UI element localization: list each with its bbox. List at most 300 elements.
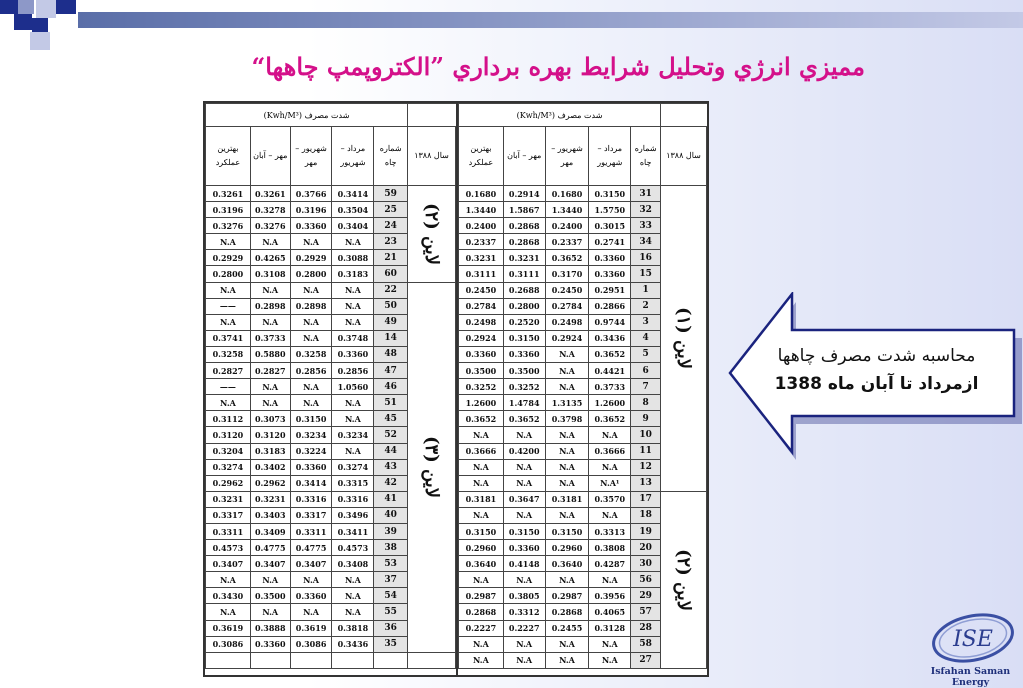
value-cell: 0.3258 (290, 346, 332, 362)
value-cell: 1.0560 (332, 379, 374, 395)
value-cell: 0.2450 (545, 282, 589, 298)
value-cell: N.A (545, 363, 589, 379)
value-cell: 0.2960 (459, 540, 504, 556)
value-cell: 0.3360 (290, 218, 332, 234)
value-cell: 0.3108 (250, 266, 290, 282)
group-header: شدت مصرف (Kwh/M³) (459, 104, 661, 127)
value-cell: 0.3403 (250, 507, 290, 523)
line-label: لاين (۱) (661, 186, 707, 492)
col-header-oct-nov: مهر – آبان (503, 127, 545, 186)
value-cell: N.A (459, 652, 504, 668)
well-header: شماره چاه (374, 127, 408, 186)
well-number-cell: 4 (631, 330, 661, 346)
value-cell: 0.3120 (250, 427, 290, 443)
well-number-cell: 14 (374, 330, 408, 346)
decor-square (14, 14, 32, 30)
value-cell: 0.3741 (206, 330, 251, 346)
year-header: سال ۱۳۸۸ (408, 127, 456, 186)
value-cell: 0.3500 (250, 588, 290, 604)
value-cell: 0.3652 (459, 411, 504, 427)
col-header-aug-sep: مرداد – شهريور (589, 127, 631, 186)
value-cell: 0.3231 (503, 250, 545, 266)
value-cell: 0.3317 (206, 507, 251, 523)
value-cell: 1.3135 (545, 395, 589, 411)
value-cell: 0.3261 (206, 186, 251, 202)
value-cell: N.A (545, 652, 589, 668)
value-cell: 0.3316 (332, 491, 374, 507)
empty-cell (290, 652, 332, 668)
value-cell: —— (206, 298, 251, 314)
value-cell: N.A (459, 507, 504, 523)
value-cell: 0.3170 (545, 266, 589, 282)
value-cell: 0.3311 (290, 523, 332, 539)
value-cell: 0.3015 (589, 218, 631, 234)
well-number-cell: 24 (374, 218, 408, 234)
value-cell: 0.2856 (332, 363, 374, 379)
value-cell: N.A (250, 282, 290, 298)
value-cell: N.A (206, 314, 251, 330)
value-cell: 0.3652 (589, 346, 631, 362)
well-number-cell: 15 (631, 266, 661, 282)
value-cell: 0.3231 (206, 491, 251, 507)
well-number-cell: 59 (374, 186, 408, 202)
value-cell: 0.2987 (459, 588, 504, 604)
value-cell: 0.2951 (589, 282, 631, 298)
value-cell: 0.3748 (332, 330, 374, 346)
decor-square (18, 0, 34, 14)
value-cell: 0.3409 (250, 523, 290, 539)
value-cell: 0.4421 (589, 363, 631, 379)
value-cell: 0.2827 (206, 363, 251, 379)
well-number-cell: 7 (631, 379, 661, 395)
value-cell: N.A (332, 411, 374, 427)
well-number-cell: 49 (374, 314, 408, 330)
value-cell: N.A (290, 379, 332, 395)
value-cell: 0.3276 (250, 218, 290, 234)
value-cell: N.A (332, 588, 374, 604)
well-number-cell: 42 (374, 475, 408, 491)
value-cell: 0.3360 (290, 588, 332, 604)
well-number-cell: 12 (631, 459, 661, 475)
value-cell: N.A (290, 234, 332, 250)
value-cell: 0.2337 (545, 234, 589, 250)
value-cell: 0.3258 (206, 346, 251, 362)
well-number-cell: 20 (631, 540, 661, 556)
value-cell: 0.2784 (545, 298, 589, 314)
col-header-sep-oct: شهريور – مهر (290, 127, 332, 186)
well-number-cell: 53 (374, 556, 408, 572)
value-cell: 0.4775 (290, 540, 332, 556)
value-cell: 0.3436 (589, 330, 631, 346)
right-data-table (458, 103, 707, 669)
well-number-cell: 23 (374, 234, 408, 250)
value-cell: 0.3666 (459, 443, 504, 459)
value-cell: N.A (206, 234, 251, 250)
well-number-cell: 37 (374, 572, 408, 588)
value-cell: 0.3766 (290, 186, 332, 202)
value-cell: 0.3360 (503, 540, 545, 556)
empty-cell (408, 652, 456, 668)
value-cell: 0.2520 (503, 314, 545, 330)
value-cell: 0.4573 (206, 540, 251, 556)
value-cell: 0.3640 (459, 556, 504, 572)
value-cell: N.A (545, 475, 589, 491)
value-cell: 0.2455 (545, 620, 589, 636)
value-cell: N.A (332, 282, 374, 298)
value-cell: 0.1680 (459, 186, 504, 202)
value-cell: 0.3652 (545, 250, 589, 266)
value-cell: 0.2987 (545, 588, 589, 604)
value-cell: N.A (503, 507, 545, 523)
value-cell: 0.2924 (459, 330, 504, 346)
callout-line-1: محاسبه شدت مصرف چاهها (777, 346, 976, 366)
value-cell: 0.3150 (459, 523, 504, 539)
value-cell: 0.3436 (332, 636, 374, 652)
value-cell: N.A (206, 604, 251, 620)
value-cell: 0.3261 (250, 186, 290, 202)
value-cell: 0.2914 (503, 186, 545, 202)
value-cell: N.A (459, 636, 504, 652)
value-cell: 0.3407 (250, 556, 290, 572)
value-cell: 0.2868 (503, 218, 545, 234)
value-cell: 0.4775 (250, 540, 290, 556)
value-cell: 1.4784 (503, 395, 545, 411)
value-cell: N.A (290, 330, 332, 346)
well-number-cell: 58 (631, 636, 661, 652)
value-cell: N.A (332, 572, 374, 588)
value-cell: 0.3402 (250, 459, 290, 475)
value-cell: 0.3805 (503, 588, 545, 604)
well-number-cell: 17 (631, 491, 661, 507)
value-cell: 0.3274 (332, 459, 374, 475)
value-cell: 0.3231 (250, 491, 290, 507)
value-cell: 0.3652 (503, 411, 545, 427)
value-cell: 0.4265 (250, 250, 290, 266)
value-cell: 0.3798 (545, 411, 589, 427)
value-cell: N.A (589, 507, 631, 523)
value-cell: N.A (545, 636, 589, 652)
value-cell: 0.3278 (250, 202, 290, 218)
value-cell: 0.3411 (332, 523, 374, 539)
well-number-cell: 51 (374, 395, 408, 411)
well-number-cell: 16 (631, 250, 661, 266)
col-header-oct-nov: مهر – آبان (250, 127, 290, 186)
value-cell: N.A (332, 395, 374, 411)
well-number-cell: 50 (374, 298, 408, 314)
value-cell: 0.3818 (332, 620, 374, 636)
right-table-wrap (456, 101, 709, 677)
value-cell: N.A (290, 314, 332, 330)
well-number-cell: 56 (631, 572, 661, 588)
value-cell: 0.3111 (503, 266, 545, 282)
well-number-cell: 19 (631, 523, 661, 539)
value-cell: 0.3181 (459, 491, 504, 507)
value-cell: 0.4200 (503, 443, 545, 459)
value-cell: 0.2929 (206, 250, 251, 266)
value-cell: N.A (503, 475, 545, 491)
value-cell: 0.2960 (545, 540, 589, 556)
well-number-cell: 2 (631, 298, 661, 314)
value-cell: 0.2227 (459, 620, 504, 636)
value-cell: N.A (332, 314, 374, 330)
well-number-cell: 31 (631, 186, 661, 202)
line-label: لاين (۲) (408, 186, 456, 283)
callout-text (738, 342, 1015, 398)
well-number-cell: 3 (631, 314, 661, 330)
well-number-cell: 13 (631, 475, 661, 491)
empty-cell (206, 652, 251, 668)
value-cell: 0.3181 (545, 491, 589, 507)
well-number-cell: 38 (374, 540, 408, 556)
decor-square (0, 0, 18, 14)
value-cell: 0.3414 (290, 475, 332, 491)
value-cell: 0.2450 (459, 282, 504, 298)
value-cell: 0.3150 (503, 523, 545, 539)
table-row (206, 652, 456, 668)
value-cell: 0.3619 (290, 620, 332, 636)
value-cell: 0.3252 (459, 379, 504, 395)
value-cell: 0.2866 (589, 298, 631, 314)
well-number-cell: 44 (374, 443, 408, 459)
value-cell: 0.3313 (589, 523, 631, 539)
value-cell: 0.3407 (206, 556, 251, 572)
value-cell: N.A (290, 395, 332, 411)
value-cell: —— (206, 379, 251, 395)
well-number-cell: 21 (374, 250, 408, 266)
value-cell: 0.3274 (206, 459, 251, 475)
value-cell: 0.2868 (503, 234, 545, 250)
value-cell: N.A (250, 379, 290, 395)
well-header: شماره چاه (631, 127, 661, 186)
well-number-cell: 55 (374, 604, 408, 620)
value-cell: 0.3196 (206, 202, 251, 218)
value-cell: N.A (459, 475, 504, 491)
well-number-cell: 11 (631, 443, 661, 459)
left-data-table (205, 103, 456, 669)
table-row (459, 491, 707, 507)
well-number-cell: 10 (631, 427, 661, 443)
value-cell: 0.2400 (459, 218, 504, 234)
value-cell: 0.3360 (589, 266, 631, 282)
well-number-cell: 8 (631, 395, 661, 411)
value-cell: 0.3360 (332, 346, 374, 362)
value-cell: 0.3111 (459, 266, 504, 282)
value-cell: N.A (332, 604, 374, 620)
value-cell: 0.2800 (290, 266, 332, 282)
well-number-cell: 40 (374, 507, 408, 523)
value-cell: 0.3112 (206, 411, 251, 427)
value-cell: N.A (250, 572, 290, 588)
well-number-cell: 33 (631, 218, 661, 234)
well-number-cell: 35 (374, 636, 408, 652)
value-cell: 0.2784 (459, 298, 504, 314)
well-number-cell: 43 (374, 459, 408, 475)
well-number-cell: 60 (374, 266, 408, 282)
value-cell: 0.3733 (250, 330, 290, 346)
value-cell: N.A (206, 282, 251, 298)
value-cell: 1.3440 (545, 202, 589, 218)
company-name: Isfahan Saman Energy (930, 666, 1011, 688)
value-cell: 0.3150 (545, 523, 589, 539)
year-header: سال ۱۳۸۸ (661, 127, 707, 186)
value-cell: N.A (332, 298, 374, 314)
value-cell: 0.2498 (545, 314, 589, 330)
value-cell: 0.3496 (332, 507, 374, 523)
value-cell: 0.3647 (503, 491, 545, 507)
value-cell: N.A (332, 443, 374, 459)
value-cell: N.A (290, 572, 332, 588)
value-cell: N.A (459, 459, 504, 475)
value-cell: 0.5880 (250, 346, 290, 362)
value-cell: 1.2600 (589, 395, 631, 411)
value-cell: 0.4065 (589, 604, 631, 620)
well-number-cell: 18 (631, 507, 661, 523)
decor-square (30, 32, 50, 50)
value-cell: 0.3652 (589, 411, 631, 427)
value-cell: N.A (332, 234, 374, 250)
value-cell: 0.2962 (250, 475, 290, 491)
value-cell: N.A (503, 652, 545, 668)
value-cell: 0.3360 (459, 346, 504, 362)
value-cell: 0.3150 (503, 330, 545, 346)
value-cell: 0.2688 (503, 282, 545, 298)
line-label: لاين (۳) (408, 282, 456, 652)
value-cell: 0.3888 (250, 620, 290, 636)
value-cell: 0.3408 (332, 556, 374, 572)
value-cell: N.A (545, 346, 589, 362)
callout-line-2: ازمرداد تا آبان ماه 1388 (774, 374, 979, 394)
value-cell: 0.3317 (290, 507, 332, 523)
well-number-cell: 34 (631, 234, 661, 250)
value-cell: 0.3088 (332, 250, 374, 266)
value-cell: 0.3150 (589, 186, 631, 202)
value-cell: 0.3234 (290, 427, 332, 443)
value-cell: N.A (206, 395, 251, 411)
value-cell: N.A (290, 604, 332, 620)
well-number-cell: 45 (374, 411, 408, 427)
table-row (459, 186, 707, 202)
header-bar (78, 12, 1023, 28)
value-cell: N.A (545, 443, 589, 459)
group-header: شدت مصرف (Kwh/M³) (206, 104, 408, 127)
value-cell: N.A¹ (589, 475, 631, 491)
value-cell: N.A (503, 459, 545, 475)
value-cell: N.A (250, 234, 290, 250)
value-cell: 0.2741 (589, 234, 631, 250)
value-cell: 0.2898 (290, 298, 332, 314)
value-cell: 0.3504 (332, 202, 374, 218)
empty-cell (374, 652, 408, 668)
value-cell: N.A (545, 572, 589, 588)
well-number-cell: 5 (631, 346, 661, 362)
well-number-cell: 39 (374, 523, 408, 539)
value-cell: 0.3252 (503, 379, 545, 395)
value-cell: 0.2929 (290, 250, 332, 266)
page-title: مميزي انرژي وتحليل شرايط بهره برداري ”الكتروپمپ چاهها“ (251, 52, 865, 81)
value-cell: 0.3120 (206, 427, 251, 443)
value-cell: N.A (459, 427, 504, 443)
value-cell: 0.3183 (332, 266, 374, 282)
value-cell: N.A (589, 652, 631, 668)
value-cell: 0.2868 (459, 604, 504, 620)
value-cell: 0.3808 (589, 540, 631, 556)
decor-square (36, 0, 56, 18)
value-cell: N.A (206, 572, 251, 588)
value-cell: N.A (250, 604, 290, 620)
value-cell: 0.2800 (206, 266, 251, 282)
value-cell: 0.9744 (589, 314, 631, 330)
value-cell: 0.3196 (290, 202, 332, 218)
well-number-cell: 28 (631, 620, 661, 636)
well-number-cell: 9 (631, 411, 661, 427)
col-header-best: بهترين عملكرد (459, 127, 504, 186)
value-cell: N.A (250, 395, 290, 411)
value-cell: N.A (503, 427, 545, 443)
well-number-cell: 27 (631, 652, 661, 668)
well-number-cell: 29 (631, 588, 661, 604)
well-number-cell: 57 (631, 604, 661, 620)
col-header-aug-sep: مرداد – شهريور (332, 127, 374, 186)
value-cell: 0.4287 (589, 556, 631, 572)
value-cell: 0.3666 (589, 443, 631, 459)
well-number-cell: 54 (374, 588, 408, 604)
value-cell: 0.3500 (503, 363, 545, 379)
company-logo (928, 610, 1018, 666)
value-cell: 0.3224 (290, 443, 332, 459)
value-cell: N.A (545, 507, 589, 523)
left-table-wrap (203, 101, 458, 677)
value-cell: 0.3086 (206, 636, 251, 652)
value-cell: 0.2498 (459, 314, 504, 330)
col-header-sep-oct: شهريور – مهر (545, 127, 589, 186)
value-cell: 0.3956 (589, 588, 631, 604)
well-number-cell: 25 (374, 202, 408, 218)
value-cell: N.A (545, 427, 589, 443)
well-number-cell: 30 (631, 556, 661, 572)
empty-cell (250, 652, 290, 668)
empty-cell (332, 652, 374, 668)
value-cell: 1.5867 (503, 202, 545, 218)
value-cell: 0.3315 (332, 475, 374, 491)
well-number-cell: 32 (631, 202, 661, 218)
value-cell: 0.3570 (589, 491, 631, 507)
value-cell: 0.3086 (290, 636, 332, 652)
value-cell: 0.2856 (290, 363, 332, 379)
well-number-cell: 52 (374, 427, 408, 443)
value-cell: 0.3619 (206, 620, 251, 636)
value-cell: 0.3204 (206, 443, 251, 459)
value-cell: 0.3150 (290, 411, 332, 427)
value-cell: 0.3640 (545, 556, 589, 572)
well-number-cell: 22 (374, 282, 408, 298)
value-cell: 0.1680 (545, 186, 589, 202)
table-row (206, 282, 456, 298)
value-cell: 0.3316 (290, 491, 332, 507)
value-cell: N.A (545, 379, 589, 395)
value-cell: 0.2337 (459, 234, 504, 250)
value-cell: N.A (459, 572, 504, 588)
value-cell: 0.3234 (332, 427, 374, 443)
well-number-cell: 41 (374, 491, 408, 507)
value-cell: 1.2600 (459, 395, 504, 411)
line-label: لاين (۲) (661, 491, 707, 668)
value-cell: 0.4573 (332, 540, 374, 556)
value-cell: N.A (589, 459, 631, 475)
value-cell: 0.2800 (503, 298, 545, 314)
value-cell: 1.3440 (459, 202, 504, 218)
value-cell: 0.3414 (332, 186, 374, 202)
value-cell: 0.2827 (250, 363, 290, 379)
